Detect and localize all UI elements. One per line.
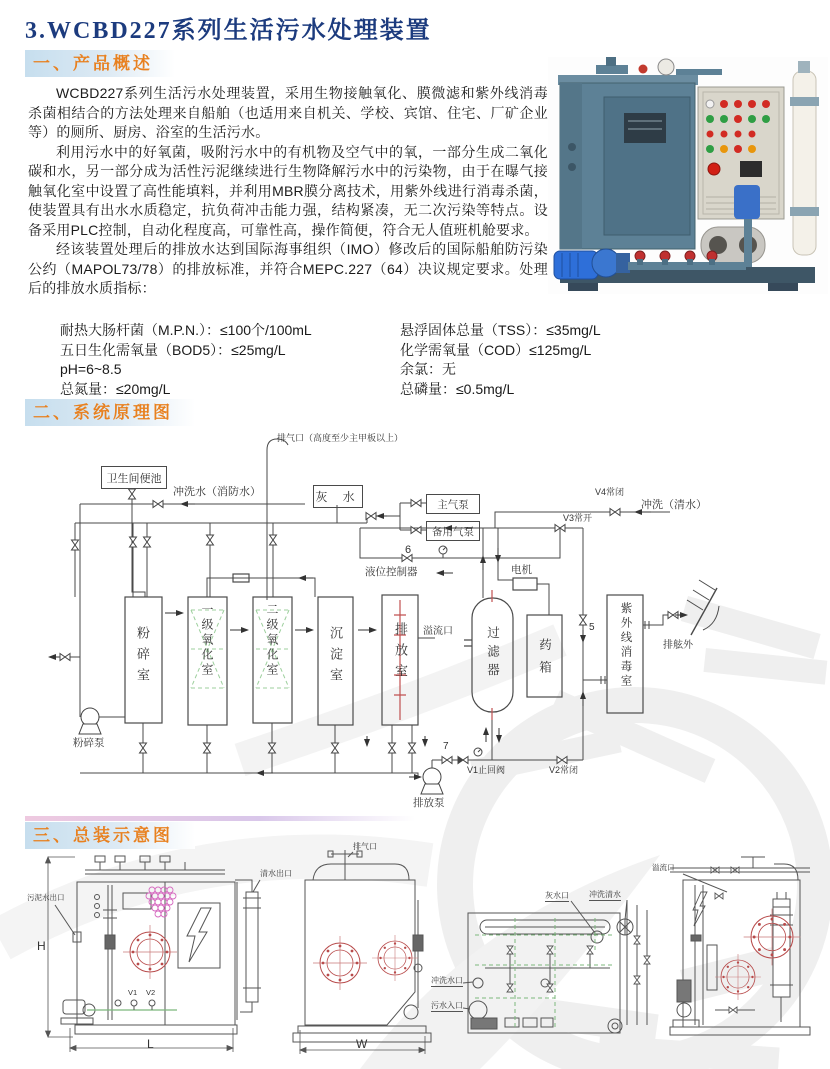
indicator-item: 耐热大肠杆菌（M.P.N.）：≤100个/100mL — [60, 322, 312, 338]
indicator-item: pH=6~8.5 — [60, 361, 122, 377]
label-5: 5 — [589, 622, 595, 633]
tank-crush-label: 粉碎室 — [135, 626, 150, 689]
label-6: 6 — [405, 544, 412, 556]
indicator-column-left — [60, 321, 312, 399]
section-heading-schematic — [25, 399, 195, 426]
overview-paragraph-3: 经该装置处理后的排放水达到国际海事组织（IMO）修改后的国际船舶防污染公约（MAPOL73/78）的排放标准，并符合MEPC.227（64）决议规定要求。处理后的排放水质指标： — [28, 241, 548, 296]
crush-pump-label: 粉碎泵 — [73, 737, 105, 749]
assembly-view-rear — [670, 857, 810, 1035]
valve-v1-label: V1止回阀 — [467, 765, 506, 775]
schematic-pipework — [50, 439, 685, 777]
page-title: 3.WCBD227系列生活污水处理装置 — [25, 18, 432, 44]
tank-ox2-label: 二级氧化室 — [265, 603, 279, 678]
uv-chamber-label: 紫外线消毒室 — [619, 602, 632, 689]
dimension-w-label: W — [356, 1037, 368, 1051]
flush-pump-top-icon — [617, 919, 633, 935]
discharge-pump-label: 排放泵 — [413, 797, 445, 809]
tank-ox1-label: 一级氧化室 — [200, 603, 214, 678]
gray-water-port-label: 灰水口 — [545, 891, 569, 900]
overflow-label: 溢流口 — [423, 626, 453, 637]
filter-label: 过滤器 — [485, 626, 500, 682]
section-heading-assembly-label: 三、总装示意图 — [33, 826, 173, 845]
motor-label: 电机 — [511, 564, 532, 576]
flush-clean-label: 冲洗（清水） — [641, 499, 707, 511]
lightning-bolt-icon — [187, 908, 211, 962]
product-photo — [548, 57, 828, 294]
indicator-item: 悬浮固体总量（TSS）：≤35mg/L — [400, 322, 601, 338]
indicator-item: 五日生化需氧量（BOD5）：≤25mg/L — [60, 341, 286, 358]
indicator-column-right — [400, 321, 601, 399]
vent-label: 排气口（高度至少主甲板以上） — [277, 433, 404, 443]
flush-water-port-label: 冲洗水口 — [431, 976, 463, 985]
flush-clean-water-label: 冲洗清水 — [589, 890, 621, 899]
dimension-l-label: L — [147, 1037, 154, 1051]
clean-water-outlet-label: 清水出口 — [260, 869, 292, 878]
indicator-item: 总氮量：≤20mg/L — [60, 380, 171, 397]
system-schematic-diagram — [15, 430, 815, 818]
vent-port-label: 排气口 — [353, 842, 377, 851]
photo-main-tank — [558, 75, 698, 249]
assembly-view-front — [46, 856, 262, 1052]
valve-v3-label: V3常开 — [563, 513, 593, 523]
valve-v2-label: V2常闭 — [549, 765, 579, 775]
tank-dis-label: 排放室 — [393, 622, 408, 685]
assembly-svg — [15, 840, 827, 1069]
discharge-red-line — [394, 590, 492, 720]
crush-pump-symbol — [79, 708, 101, 734]
assembly-view-top — [463, 900, 650, 1033]
flush-fire-label: 冲洗水（消防水） — [173, 486, 261, 498]
backup-air-pump-box: 备用气泵 — [426, 521, 480, 541]
sludge-outlet-label: 污泥水出口 — [27, 893, 65, 902]
toilet-box: 卫生间便池 — [101, 466, 167, 489]
valve-v4-label: V4常闭 — [595, 487, 625, 497]
overboard-label: 排舷外 — [663, 640, 693, 651]
overview-text — [28, 84, 548, 299]
indicator-item: 余氯：无 — [400, 361, 456, 377]
photo-membrane-column — [790, 61, 819, 255]
indicator-item: 总磷量：≤0.5mg/L — [400, 380, 515, 397]
assembly-view-side — [293, 850, 431, 1054]
indicator-item: 化学需氧量（COD）≤125mg/L — [400, 341, 592, 358]
main-air-pump-box: 主气泵 — [426, 494, 480, 514]
green-grid-lines — [475, 918, 615, 1030]
assembly-diagram — [15, 840, 827, 1069]
section-heading-schematic-label: 二、系统原理图 — [33, 403, 173, 422]
dimension-lines — [46, 857, 234, 1052]
tank-sed-label: 沉淀室 — [328, 626, 343, 689]
section-heading-overview — [25, 50, 175, 77]
motor-box — [513, 578, 537, 590]
gray-water-box: 灰 水 — [313, 485, 363, 508]
overboard-hatch — [687, 580, 719, 635]
chem-box-label: 药箱 — [537, 638, 552, 683]
valve-v1-small-label: V1 — [128, 988, 138, 997]
label-7: 7 — [443, 741, 449, 752]
discharge-pump-symbol — [421, 768, 443, 794]
schematic-valves — [60, 489, 678, 764]
level-controller-label: 液位控制器 — [365, 566, 418, 578]
overflow-port-label: 溢流口 — [652, 863, 675, 872]
overview-paragraph-1: WCBD227系列生活污水处理装置，采用生物接触氧化、膜微滤和紫外线消毒杀菌相结合的方法处理来自船舶（也适用来自机关、学校、宾馆、住宅、厂矿企业等）的厕所、厨房、浴室的生活污水。 — [28, 85, 548, 140]
overview-paragraph-2: 利用污水中的好氧菌，吸附污水中的有机物及空气中的氧，一部分生成二氧化碳和水，另一部分成为活性污泥继续进行生物降解污水中的污染物，由于在曝气接触氧化室中设置了高性能填料，并利用MBR膜分离技术，用紫外线进行消毒杀菌，使装置具有出水水质稳定，抗负荷冲击能力强，结构紧凑，无二次污染等特点。设备采用PLC控制，自动化程度高，可靠性高，操作简便，符合无人值班机舱要求。 — [28, 143, 548, 238]
sewage-inlet-label: 污水入口 — [431, 1001, 463, 1010]
section-heading-overview-label: 一、产品概述 — [33, 54, 153, 73]
dimension-h-label: H — [37, 939, 46, 953]
valve-v2-small-label: V2 — [146, 988, 156, 997]
